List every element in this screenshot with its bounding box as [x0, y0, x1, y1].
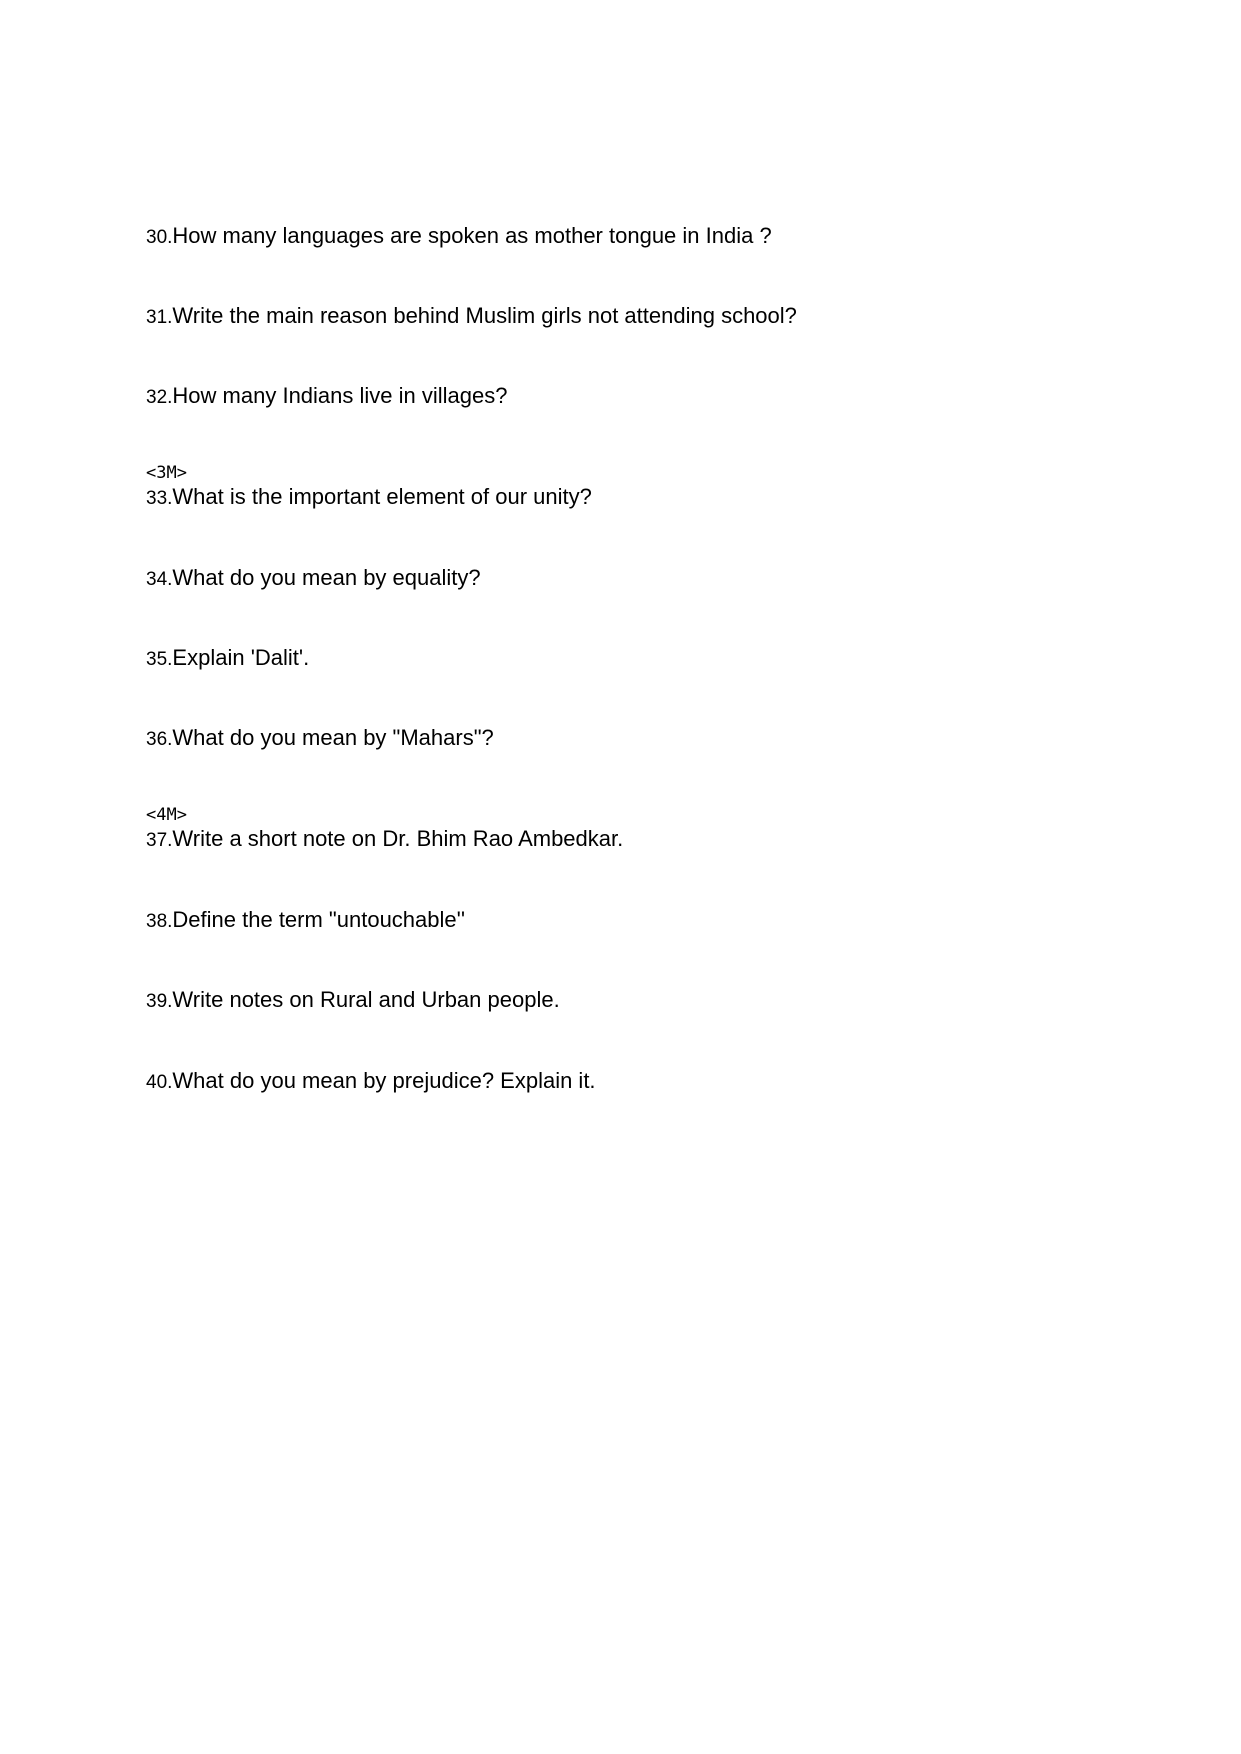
question-number: 36. — [146, 729, 173, 750]
section-marks-3: <3M> — [146, 463, 187, 483]
question-31 — [146, 303, 797, 329]
question-30 — [146, 223, 772, 249]
question-number: 39. — [146, 991, 173, 1012]
question-number: 31. — [146, 307, 173, 328]
question-number: 30. — [146, 227, 173, 248]
question-number: 40. — [146, 1072, 173, 1093]
question-number: 35. — [146, 649, 173, 670]
question-36 — [146, 725, 494, 751]
question-text: How many languages are spoken as mother tongue in India ? — [172, 223, 772, 248]
question-number: 32. — [146, 387, 173, 408]
question-text: What is the important element of our unity? — [172, 484, 592, 509]
question-33 — [146, 484, 592, 510]
question-text: How many Indians live in villages? — [172, 383, 508, 408]
question-39 — [146, 987, 560, 1013]
question-text: What do you mean by equality? — [172, 565, 481, 590]
question-34 — [146, 565, 481, 591]
question-text: Write the main reason behind Muslim girls not attending school? — [172, 303, 797, 328]
question-38 — [146, 907, 465, 933]
question-text: What do you mean by prejudice? Explain it. — [172, 1068, 596, 1093]
question-number: 34. — [146, 569, 173, 590]
section-marks-4: <4M> — [146, 805, 187, 825]
question-text: Write a short note on Dr. Bhim Rao Ambedkar. — [172, 826, 624, 851]
question-35 — [146, 645, 309, 671]
question-37 — [146, 826, 623, 852]
question-number: 38. — [146, 911, 173, 932]
question-text: What do you mean by "Mahars"? — [172, 725, 494, 750]
question-number: 33. — [146, 488, 173, 509]
question-32 — [146, 383, 507, 409]
question-text: Explain 'Dalit'. — [172, 645, 310, 670]
question-number: 37. — [146, 830, 173, 851]
question-text: Define the term "untouchable'' — [172, 907, 466, 932]
question-text: Write notes on Rural and Urban people. — [172, 987, 560, 1012]
question-40 — [146, 1068, 596, 1094]
